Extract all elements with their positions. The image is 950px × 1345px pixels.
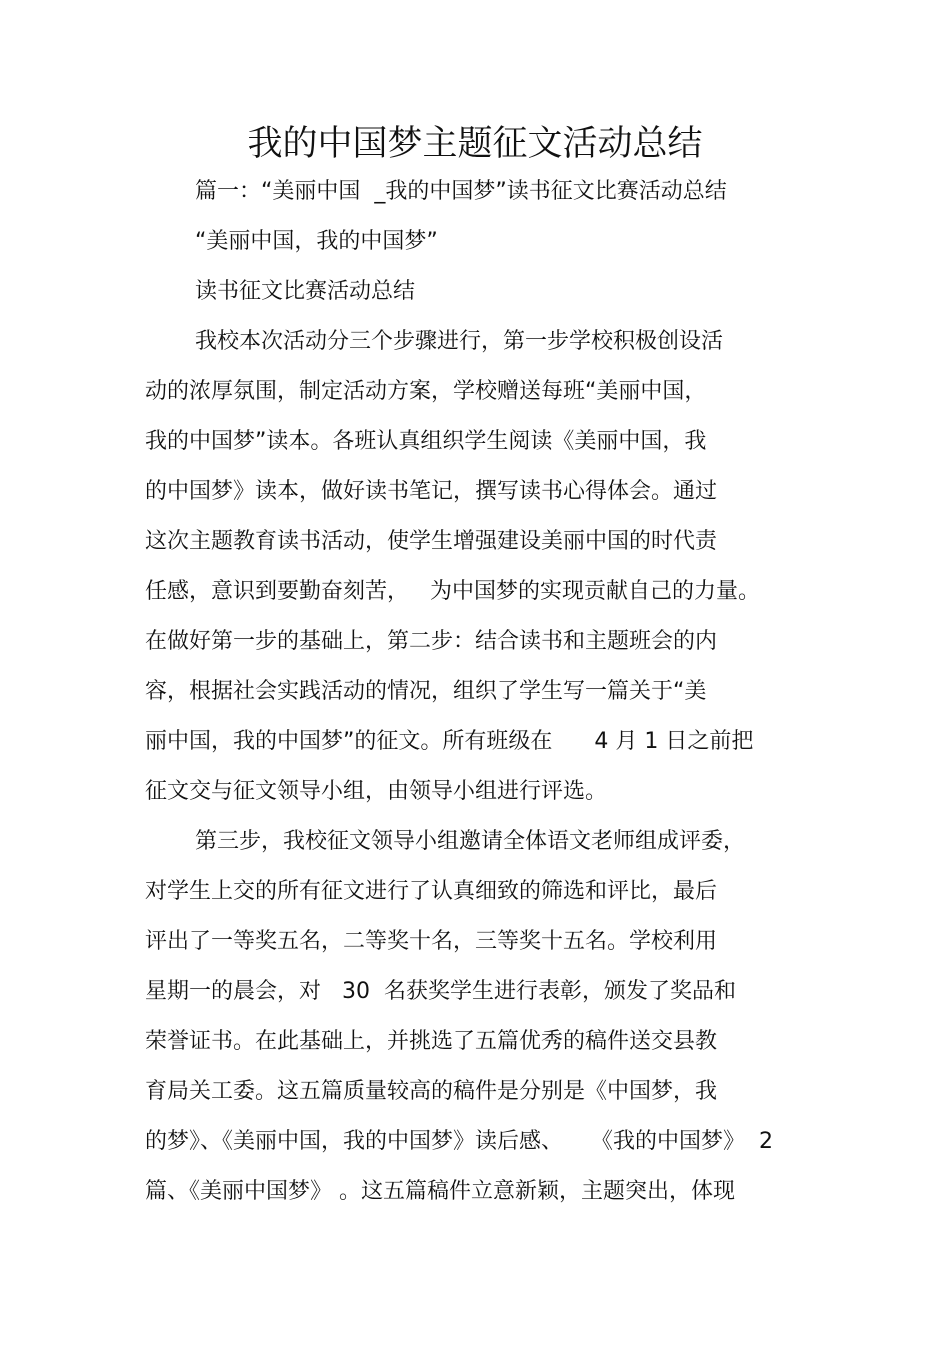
text-line-18: 荣誉证书。在此基础上，并挑选了五篇优秀的稿件送交县教 xyxy=(145,1029,718,1054)
text-line-8: 这次主题教育读书活动，使学生增强建设美丽中国的时代责 xyxy=(145,529,718,554)
text-line-21: 篇、《美丽中国梦》 。这五篇稿件立意新颖，主题突出，体现 xyxy=(145,1179,735,1204)
text-line-12: 丽中国，我的中国梦”的征文。所有班级在 4 月 1 日之前把 xyxy=(145,729,754,754)
text-line-1: 篇一：“美丽中国 _我的中国梦”读书征文比赛活动总结 xyxy=(195,179,727,204)
text-line-2: “美丽中国，我的中国梦” xyxy=(195,229,438,254)
text-line-16: 评出了一等奖五名，二等奖十名，三等奖十五名。学校利用 xyxy=(145,929,718,954)
text-line-9: 任感，意识到要勤奋刻苦， 为中国梦的实现贡献自己的力量。 xyxy=(145,579,760,604)
text-line-20: 的梦》、《美丽中国，我的中国梦》读后感、 《我的中国梦》 2 xyxy=(145,1129,773,1154)
text-line-5: 动的浓厚氛围，制定活动方案，学校赠送每班“美丽中国， xyxy=(145,379,707,404)
text-line-6: 我的中国梦”读本。各班认真组织学生阅读《美丽中国，我 xyxy=(145,429,707,454)
document-title: 我的中国梦主题征文活动总结 xyxy=(247,124,703,164)
text-line-17: 星期一的晨会，对 30 名获奖学生进行表彰，颁发了奖品和 xyxy=(145,979,736,1004)
text-line-13: 征文交与征文领导小组，由领导小组进行评选。 xyxy=(145,779,608,804)
text-line-10: 在做好第一步的基础上，第二步：结合读书和主题班会的内 xyxy=(145,629,718,654)
text-line-4: 我校本次活动分三个步骤进行，第一步学校积极创设活 xyxy=(195,329,724,354)
text-line-11: 容，根据社会实践活动的情况，组织了学生写一篇关于“美 xyxy=(145,679,707,704)
text-line-15: 对学生上交的所有征文进行了认真细致的筛选和评比，最后 xyxy=(145,879,718,904)
text-line-3: 读书征文比赛活动总结 xyxy=(195,279,416,304)
text-line-14: 第三步，我校征文领导小组邀请全体语文老师组成评委， xyxy=(195,829,746,854)
text-line-7: 的中国梦》读本，做好读书笔记，撰写读书心得体会。通过 xyxy=(145,479,718,504)
text-line-19: 育局关工委。这五篇质量较高的稿件是分别是《中国梦，我 xyxy=(145,1079,718,1104)
